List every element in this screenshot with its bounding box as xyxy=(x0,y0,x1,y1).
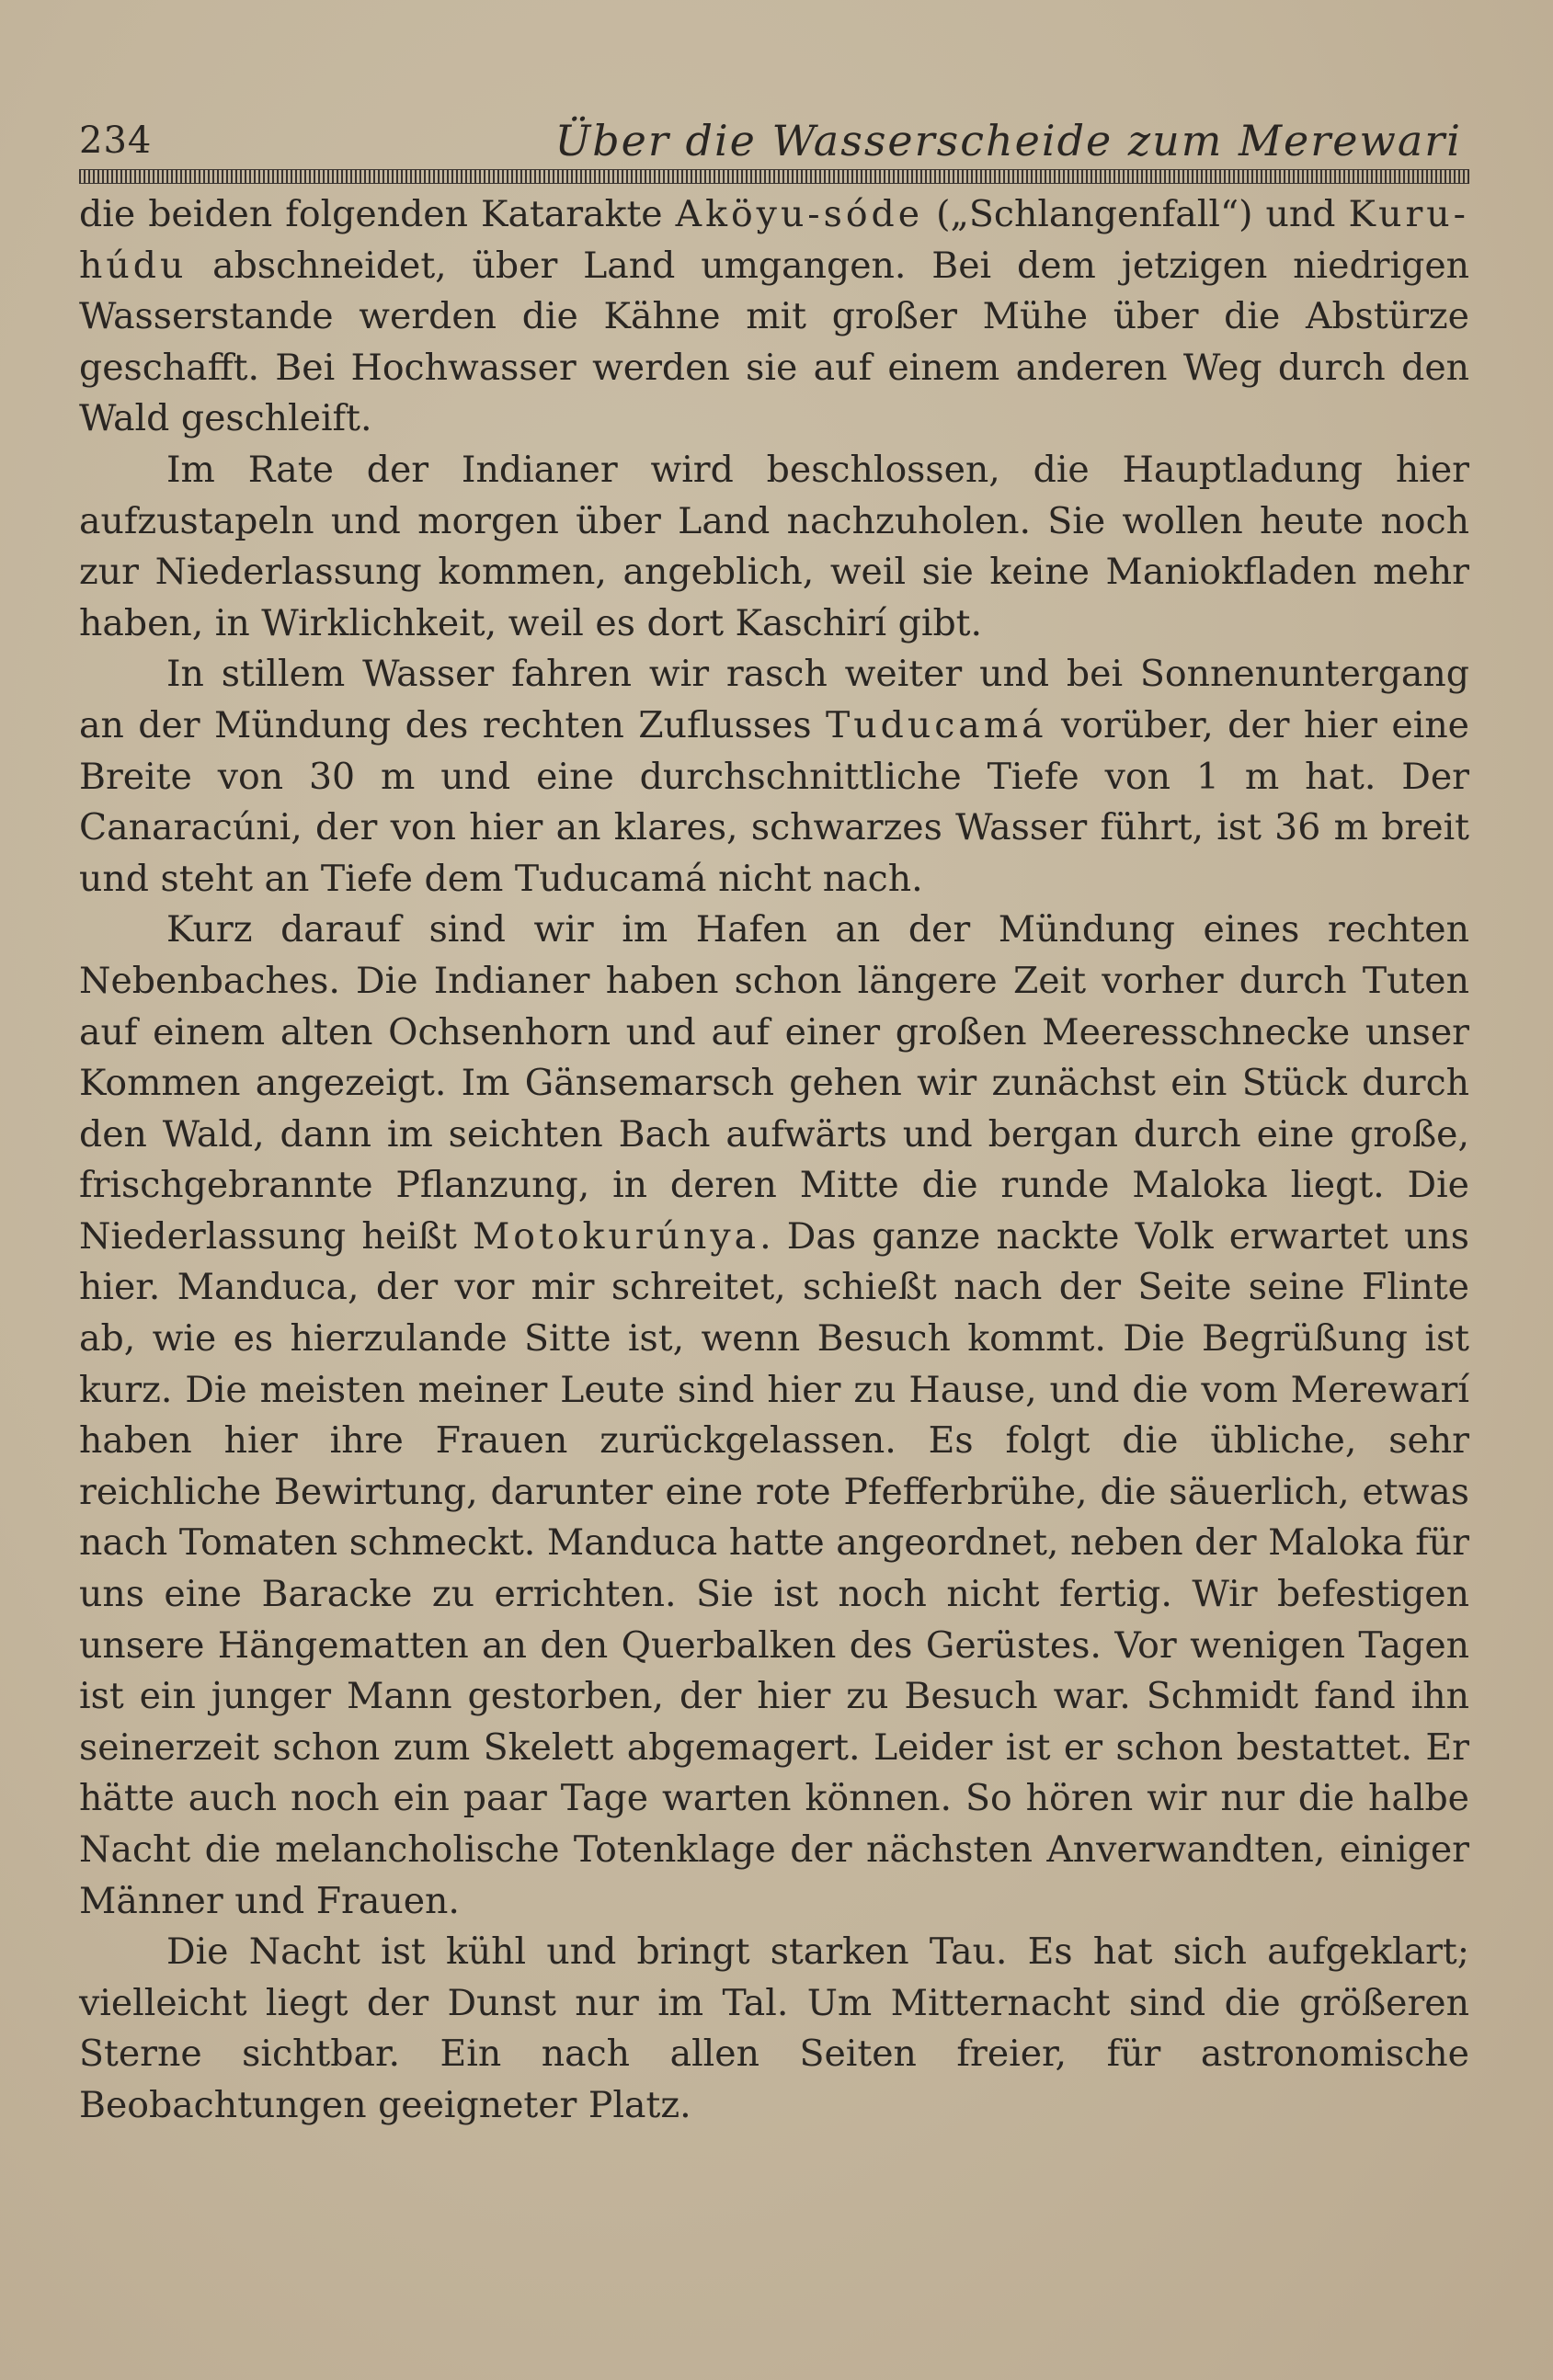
text-run: vorüber, der hier eine Breite von 30 m und eine durchschnittliche Tiefe von 1 m hat. Der Canaracúni, der von hier an klares, schwarzes Wasser führt, ist 36 m breit und steht an Tiefe dem Tuducamá nicht nach. xyxy=(79,703,1469,900)
text-run: In stillem Wasser fahren wir rasch weiter und bei Sonnenuntergang an der Mündung des rechten Zuflusses xyxy=(79,653,1469,746)
spaced-name: Tuducamá xyxy=(826,703,1047,746)
paragraph xyxy=(79,905,1469,1927)
text-run: Die Nacht ist kühl und bringt starken Tau. Es hat sich aufgeklart; vielleicht liegt der Dunst nur im Tal. Um Mitternacht sind die größeren Sterne sichtbar. Ein nach allen Seiten freier, für astronomische Beobachtungen geeigneter Platz. xyxy=(79,1930,1469,2126)
text-run: („Schlangenfall“) und xyxy=(923,193,1349,235)
text-run: . Das ganze nackte Volk erwartet uns hier. Manduca, der vor mir schreitet, schießt nach der Seite seine Flinte ab, wie es hierzulande Sitte ist, wenn Besuch kommt. Die Begrüßung ist kurz. Die meisten meiner Leute sind hier zu Hause, und die vom Merewarí haben hier ihre Frauen zurückgelassen. Es folgt die übliche, sehr reichliche Bewirtung, darunter eine rote Pfefferbrühe, die säuerlich, etwas nach Tomaten schmeckt. Manduca hatte angeordnet, neben der Maloka für uns eine Baracke zu errichten. Sie ist noch nicht fertig. Wir befestigen unsere Hängematten an den Querbalken des Gerüstes. Vor wenigen Tagen ist ein junger Mann gestorben, der hier zu Besuch war. Schmidt fand ihn seinerzeit schon zum Skelett abgemagert. Leider ist er schon bestattet. Er hätte auch noch ein paar Tage warten können. So hören wir nur die halbe Nacht die melancholische Totenklage der nächsten Anverwandten, einiger Männer und Frauen. xyxy=(79,1214,1469,1922)
spaced-name: Kuru-húdu xyxy=(79,193,1469,287)
spaced-name: Motokurúnya xyxy=(472,1214,760,1258)
spaced-name: Aköyu-sóde xyxy=(675,193,924,235)
text-run: die beiden folgenden Katarakte xyxy=(79,193,676,235)
paragraph xyxy=(79,649,1469,905)
book-page xyxy=(79,112,1469,2132)
text-run: abschneidet, über Land umgangen. Bei dem jetzigen niedrigen Wasserstande werden die Kähne mit großer Mühe über die Abstürze geschafft. Bei Hochwasser werden sie auf einem anderen Weg durch den Wald geschleift. xyxy=(79,244,1469,440)
text-run: Kurz darauf sind wir im Hafen an der Mündung eines rechten Nebenbaches. Die Indianer haben schon längere Zeit vorher durch Tuten auf einem alten Ochsenhorn und auf einer großen Meeresschnecke unser Kommen angezeigt. Im Gänsemarsch gehen wir zunächst ein Stück durch den Wald, dann im seichten Bach aufwärts und bergan durch eine große, frischgebrannte Pflanzung, in deren Mitte die runde Maloka liegt. Die Niederlassung heißt xyxy=(79,908,1469,1258)
text-run: Im Rate der Indianer wird beschlossen, die Hauptladung hier aufzustapeln und morgen über Land nachzuholen. Sie wollen heute noch zur Niederlassung kommen, angeblich, weil sie keine Maniokfladen mehr haben, in Wirklichkeit, weil es dort Kaschirí gibt. xyxy=(79,448,1469,644)
body-text xyxy=(79,189,1469,2132)
running-title: Über die Wasserscheide zum Merewari xyxy=(554,116,1462,165)
running-head xyxy=(79,112,1469,169)
paragraph xyxy=(79,445,1469,649)
header-rule xyxy=(79,169,1469,184)
page-number: 234 xyxy=(79,120,153,162)
paragraph xyxy=(79,1927,1469,2131)
paragraph xyxy=(79,189,1469,445)
